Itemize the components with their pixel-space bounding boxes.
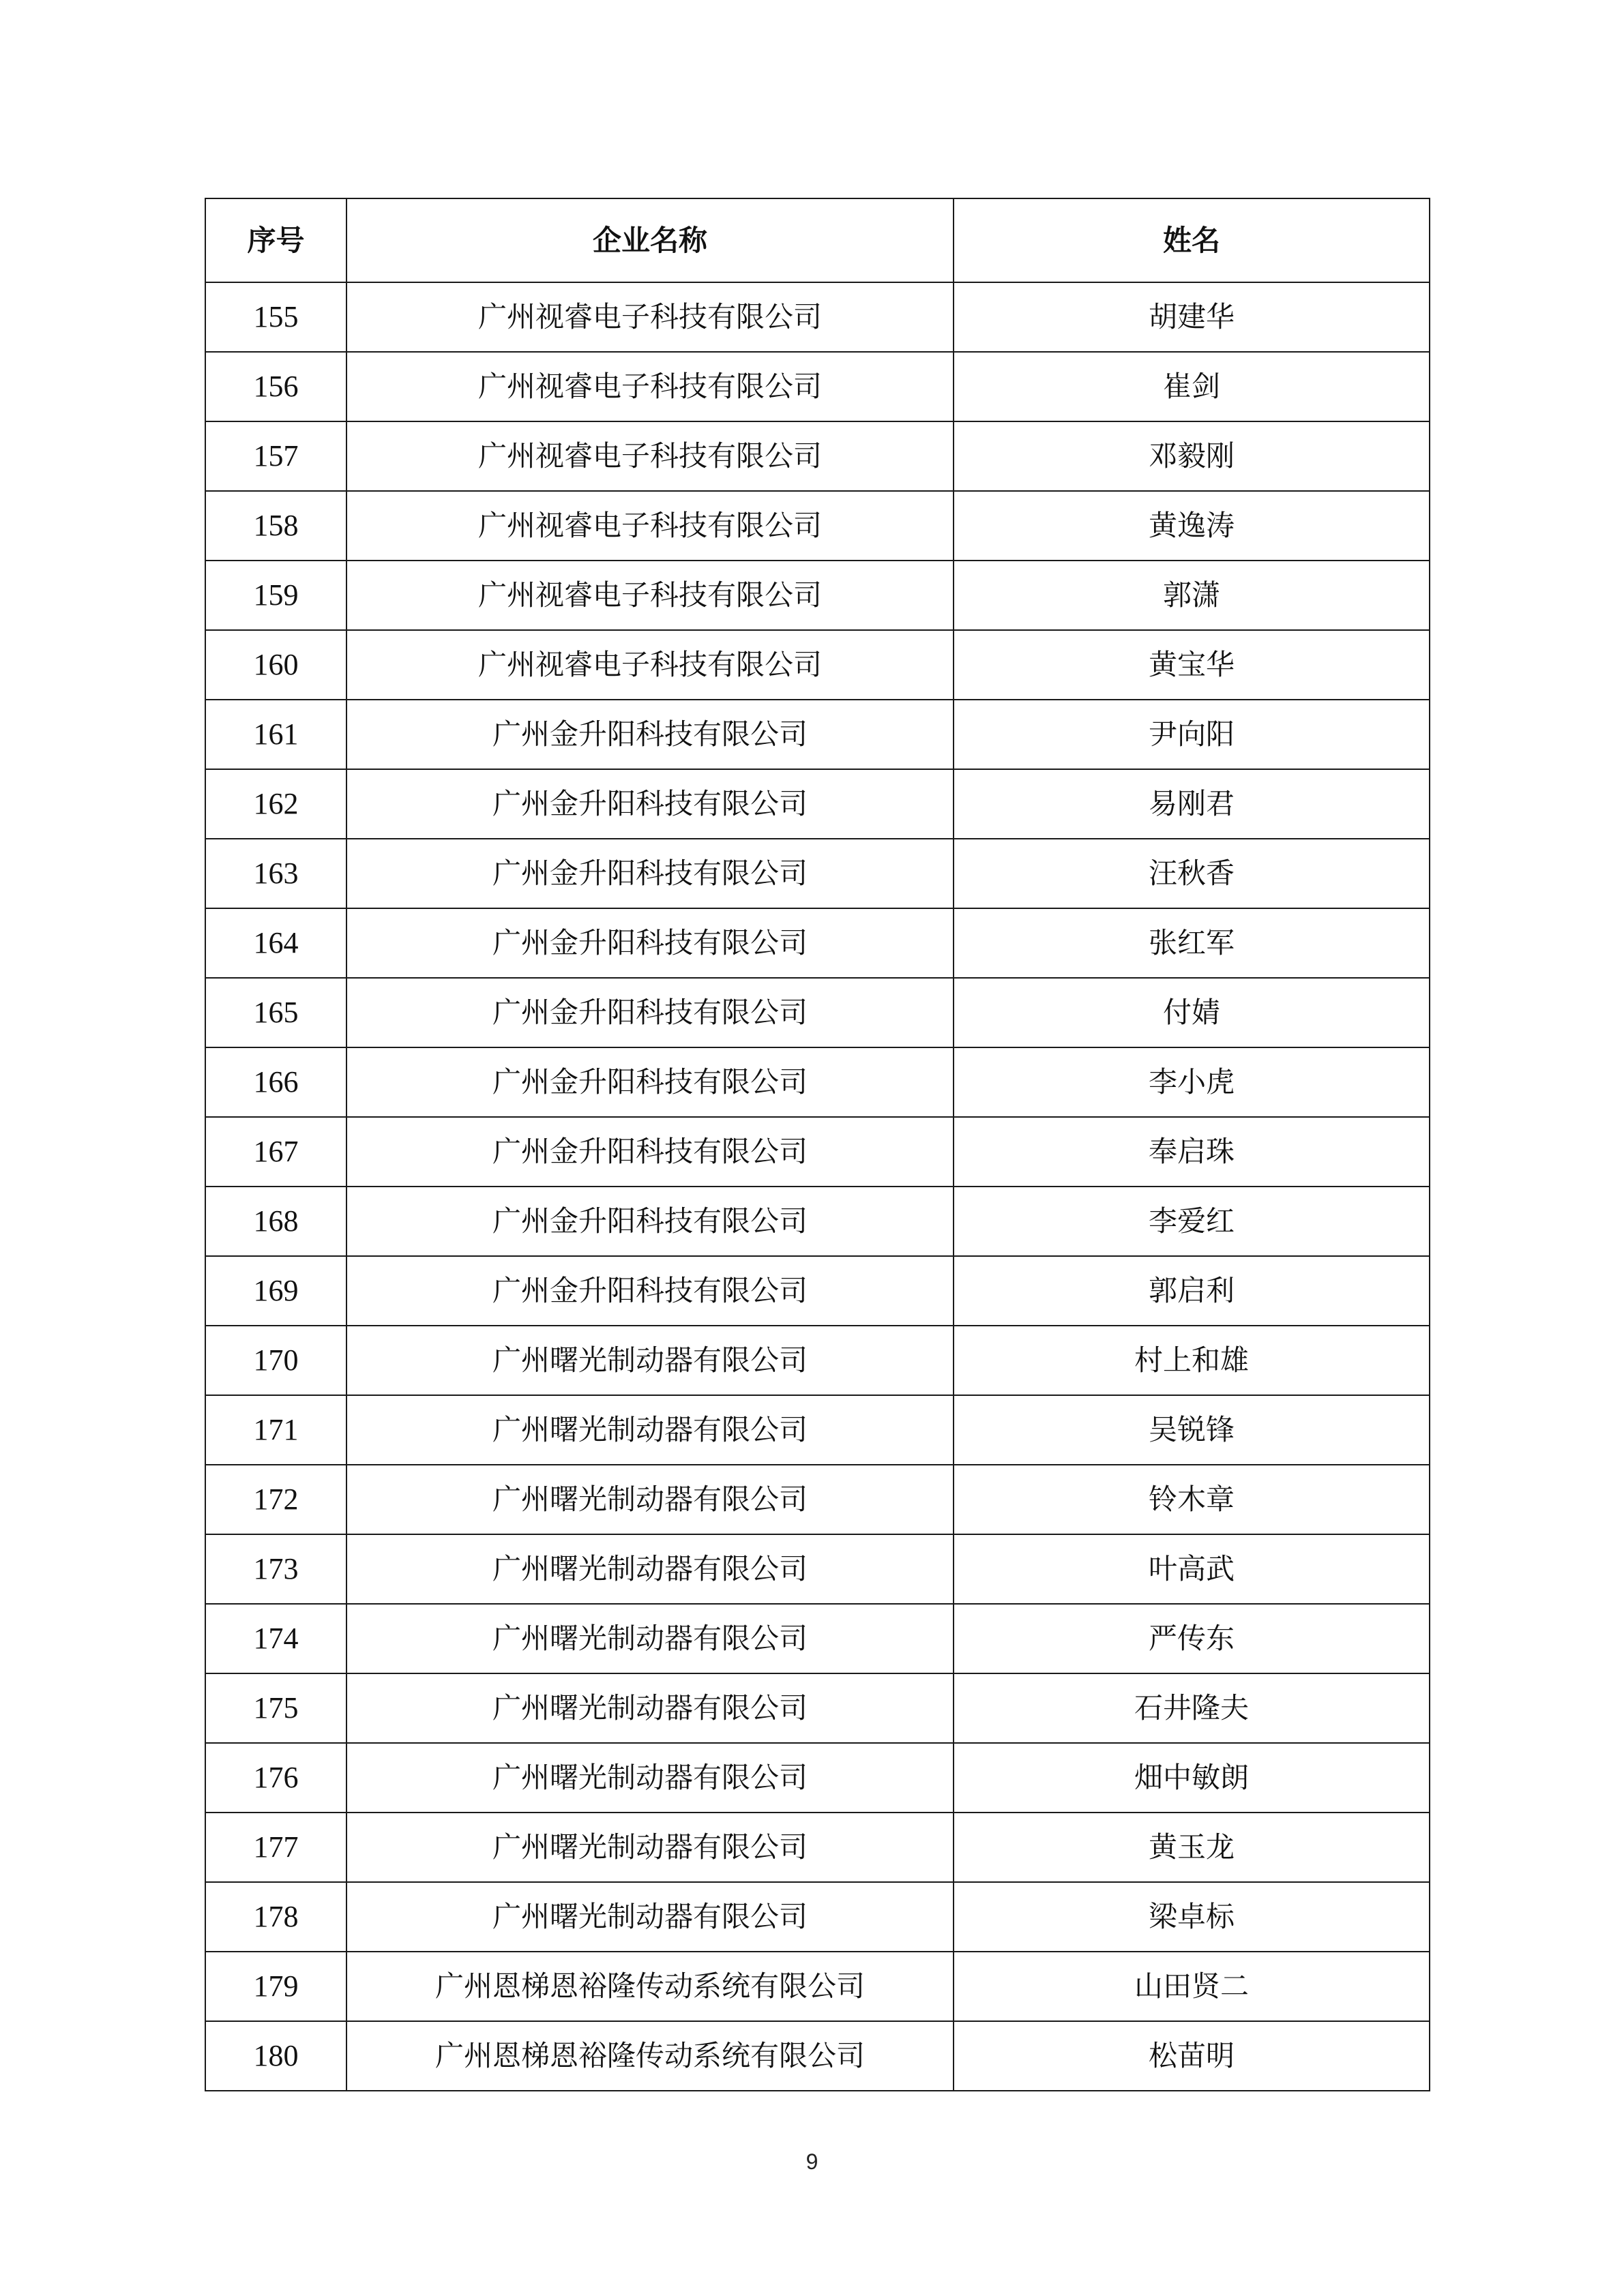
table-row bbox=[205, 769, 1430, 839]
cell-index: 162 bbox=[205, 769, 346, 839]
cell-name: 郭启利 bbox=[954, 1256, 1430, 1326]
cell-name: 吴锐锋 bbox=[954, 1395, 1430, 1465]
table-row bbox=[205, 561, 1430, 630]
table-header-row bbox=[205, 198, 1430, 282]
table-row bbox=[205, 630, 1430, 700]
cell-name: 叶高武 bbox=[954, 1534, 1430, 1604]
cell-index: 165 bbox=[205, 978, 346, 1047]
cell-name: 付婧 bbox=[954, 978, 1430, 1047]
cell-name: 黄逸涛 bbox=[954, 491, 1430, 561]
cell-name: 汪秋香 bbox=[954, 839, 1430, 908]
cell-company: 广州曙光制动器有限公司 bbox=[346, 1673, 954, 1743]
cell-name: 村上和雄 bbox=[954, 1326, 1430, 1395]
table-row bbox=[205, 1813, 1430, 1882]
cell-company: 广州曙光制动器有限公司 bbox=[346, 1326, 954, 1395]
cell-company: 广州金升阳科技有限公司 bbox=[346, 1117, 954, 1187]
cell-company: 广州恩梯恩裕隆传动系统有限公司 bbox=[346, 2021, 954, 2091]
table-body bbox=[205, 282, 1430, 2091]
table-row bbox=[205, 1952, 1430, 2021]
header-index: 序号 bbox=[205, 198, 346, 282]
roster-table bbox=[205, 198, 1430, 2091]
cell-name: 梁卓标 bbox=[954, 1882, 1430, 1952]
cell-name: 李小虎 bbox=[954, 1047, 1430, 1117]
cell-company: 广州金升阳科技有限公司 bbox=[346, 700, 954, 769]
cell-name: 李爱红 bbox=[954, 1187, 1430, 1256]
cell-index: 176 bbox=[205, 1743, 346, 1813]
table-row bbox=[205, 1604, 1430, 1673]
page-number: 9 bbox=[806, 2149, 818, 2174]
cell-index: 155 bbox=[205, 282, 346, 352]
cell-index: 172 bbox=[205, 1465, 346, 1534]
cell-index: 179 bbox=[205, 1952, 346, 2021]
cell-name: 崔剑 bbox=[954, 352, 1430, 421]
table-row bbox=[205, 908, 1430, 978]
cell-index: 178 bbox=[205, 1882, 346, 1952]
cell-index: 170 bbox=[205, 1326, 346, 1395]
cell-company: 广州曙光制动器有限公司 bbox=[346, 1395, 954, 1465]
table-row bbox=[205, 1187, 1430, 1256]
cell-name: 铃木章 bbox=[954, 1465, 1430, 1534]
cell-name: 郭潇 bbox=[954, 561, 1430, 630]
cell-company: 广州视睿电子科技有限公司 bbox=[346, 561, 954, 630]
table-row bbox=[205, 1534, 1430, 1604]
cell-name: 石井隆夫 bbox=[954, 1673, 1430, 1743]
table-row bbox=[205, 1743, 1430, 1813]
cell-index: 164 bbox=[205, 908, 346, 978]
cell-index: 156 bbox=[205, 352, 346, 421]
table-row bbox=[205, 1117, 1430, 1187]
table-row bbox=[205, 839, 1430, 908]
table-row bbox=[205, 491, 1430, 561]
header-company: 企业名称 bbox=[346, 198, 954, 282]
cell-name: 黄玉龙 bbox=[954, 1813, 1430, 1882]
cell-index: 157 bbox=[205, 421, 346, 491]
cell-index: 174 bbox=[205, 1604, 346, 1673]
table-row bbox=[205, 1047, 1430, 1117]
table-row bbox=[205, 1326, 1430, 1395]
cell-company: 广州金升阳科技有限公司 bbox=[346, 978, 954, 1047]
cell-company: 广州金升阳科技有限公司 bbox=[346, 1256, 954, 1326]
cell-name: 尹向阳 bbox=[954, 700, 1430, 769]
cell-index: 173 bbox=[205, 1534, 346, 1604]
cell-index: 158 bbox=[205, 491, 346, 561]
table-row bbox=[205, 282, 1430, 352]
table-row bbox=[205, 1673, 1430, 1743]
cell-name: 山田贤二 bbox=[954, 1952, 1430, 2021]
table-row bbox=[205, 1882, 1430, 1952]
cell-company: 广州视睿电子科技有限公司 bbox=[346, 282, 954, 352]
cell-company: 广州曙光制动器有限公司 bbox=[346, 1604, 954, 1673]
cell-name: 胡建华 bbox=[954, 282, 1430, 352]
table-row bbox=[205, 1395, 1430, 1465]
cell-name: 松苗明 bbox=[954, 2021, 1430, 2091]
cell-index: 175 bbox=[205, 1673, 346, 1743]
cell-name: 奉启珠 bbox=[954, 1117, 1430, 1187]
cell-company: 广州金升阳科技有限公司 bbox=[346, 908, 954, 978]
cell-index: 169 bbox=[205, 1256, 346, 1326]
cell-company: 广州金升阳科技有限公司 bbox=[346, 769, 954, 839]
cell-company: 广州视睿电子科技有限公司 bbox=[346, 352, 954, 421]
cell-company: 广州视睿电子科技有限公司 bbox=[346, 630, 954, 700]
cell-company: 广州曙光制动器有限公司 bbox=[346, 1534, 954, 1604]
table-row bbox=[205, 1256, 1430, 1326]
cell-company: 广州曙光制动器有限公司 bbox=[346, 1465, 954, 1534]
cell-name: 邓毅刚 bbox=[954, 421, 1430, 491]
table-row bbox=[205, 421, 1430, 491]
header-name: 姓名 bbox=[954, 198, 1430, 282]
cell-index: 180 bbox=[205, 2021, 346, 2091]
cell-name: 畑中敏朗 bbox=[954, 1743, 1430, 1813]
cell-index: 166 bbox=[205, 1047, 346, 1117]
table-row bbox=[205, 1465, 1430, 1534]
cell-company: 广州曙光制动器有限公司 bbox=[346, 1813, 954, 1882]
cell-company: 广州恩梯恩裕隆传动系统有限公司 bbox=[346, 1952, 954, 2021]
cell-company: 广州金升阳科技有限公司 bbox=[346, 1187, 954, 1256]
cell-company: 广州金升阳科技有限公司 bbox=[346, 1047, 954, 1117]
cell-index: 168 bbox=[205, 1187, 346, 1256]
cell-name: 易刚君 bbox=[954, 769, 1430, 839]
cell-index: 163 bbox=[205, 839, 346, 908]
table-row bbox=[205, 978, 1430, 1047]
cell-index: 161 bbox=[205, 700, 346, 769]
cell-name: 严传东 bbox=[954, 1604, 1430, 1673]
cell-company: 广州金升阳科技有限公司 bbox=[346, 839, 954, 908]
table-row bbox=[205, 2021, 1430, 2091]
cell-company: 广州视睿电子科技有限公司 bbox=[346, 491, 954, 561]
cell-company: 广州曙光制动器有限公司 bbox=[346, 1882, 954, 1952]
table-row bbox=[205, 700, 1430, 769]
cell-company: 广州视睿电子科技有限公司 bbox=[346, 421, 954, 491]
cell-index: 159 bbox=[205, 561, 346, 630]
cell-index: 171 bbox=[205, 1395, 346, 1465]
cell-company: 广州曙光制动器有限公司 bbox=[346, 1743, 954, 1813]
cell-index: 160 bbox=[205, 630, 346, 700]
cell-name: 黄宝华 bbox=[954, 630, 1430, 700]
cell-index: 177 bbox=[205, 1813, 346, 1882]
table-row bbox=[205, 352, 1430, 421]
cell-index: 167 bbox=[205, 1117, 346, 1187]
cell-name: 张红军 bbox=[954, 908, 1430, 978]
